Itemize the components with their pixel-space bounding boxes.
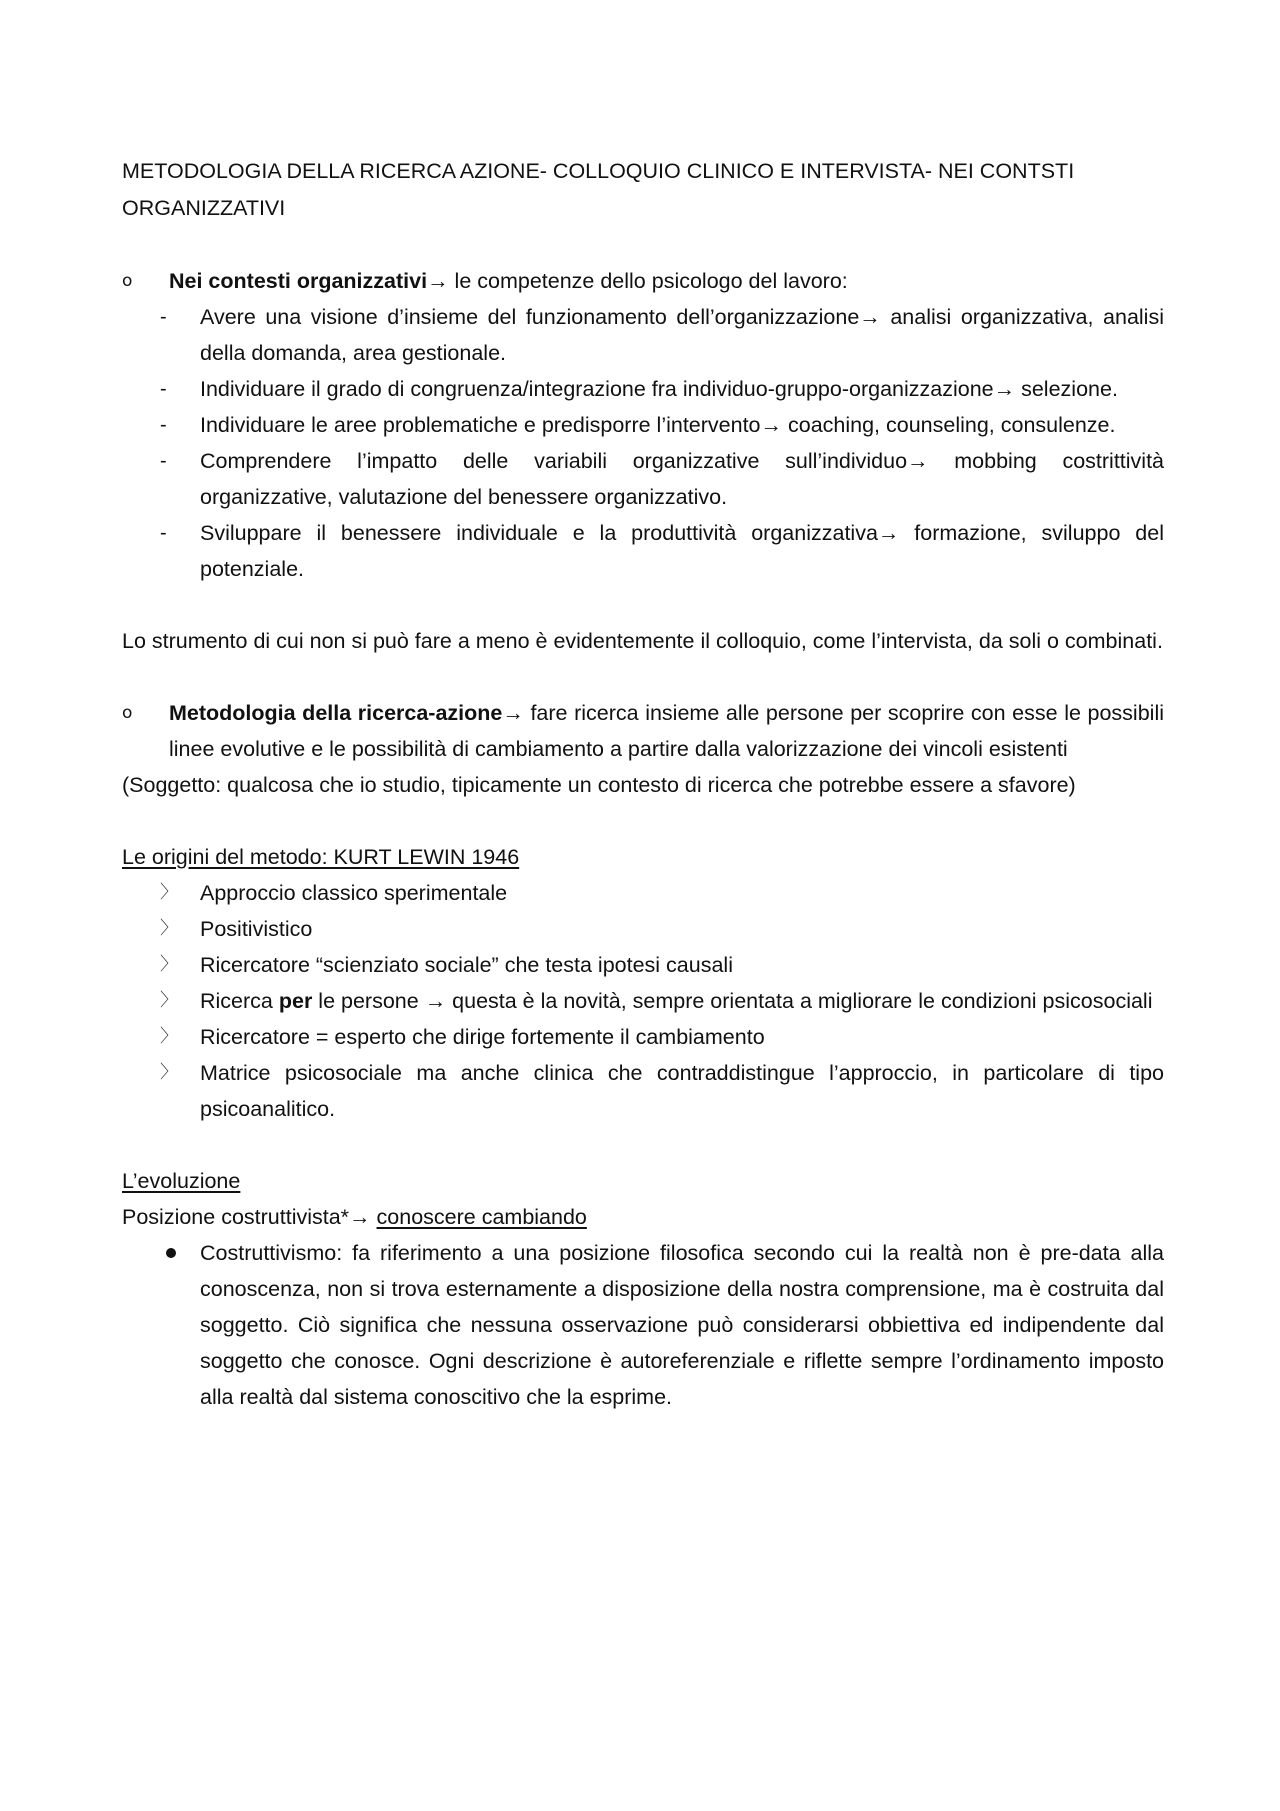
section-text: fare ricerca insieme alle persone per scoprire con esse le possibili linee evolutive e le possibilità di cambiamento a partire dalla valorizzazione dei vincoli esistenti bbox=[169, 701, 1164, 761]
list-item: Costruttivismo: fa riferimento a una posizione filosofica secondo cui la realtà non è pre-data alla conoscenza, non si trova esternamente a disposizione della nostra comprensione, ma è costruita dal soggetto. Ciò significa che nessuna osservazione può considerarsi obbiettiva ed indipendente dal soggetto che conosce. Ogni descrizione è autoreferenziale e riflette sempre l’ordinamento imposto alla realtà dal sistema conoscitivo che la esprime. bbox=[122, 1235, 1164, 1415]
arrow-icon: → bbox=[877, 521, 900, 545]
chevron-right-icon: 〉 bbox=[160, 882, 178, 903]
dash-bullet-icon: - bbox=[160, 306, 167, 328]
evolution-heading: L’evoluzione bbox=[122, 1169, 241, 1193]
list-item: 〉 Ricerca per le persone → questa è la novità, sempre orientata a migliorare le condizioni psicosociali bbox=[122, 983, 1164, 1019]
list-item: - Comprendere l’impatto delle variabili organizzative sull’individuo→ mobbing costrittività organizzative, valutazione del benessere organizzativo. bbox=[122, 443, 1164, 515]
arrow-icon: → bbox=[760, 413, 783, 437]
dash-bullet-icon: - bbox=[160, 450, 167, 472]
chevron-right-icon: 〉 bbox=[160, 1062, 178, 1083]
chevron-right-icon: 〉 bbox=[160, 918, 178, 939]
arrow-icon: → bbox=[424, 989, 447, 1013]
list-item: 〉 Ricercatore = esperto che dirige fortemente il cambiamento bbox=[122, 1019, 1164, 1055]
list-item: 〉 Positivistico bbox=[122, 911, 1164, 947]
origins-list bbox=[122, 875, 1164, 1127]
list-item: 〉 Approccio classico sperimentale bbox=[122, 875, 1164, 911]
list-item: 〉 Matrice psicosociale ma anche clinica che contraddistingue l’approccio, in particolare di tipo psicoanalitico. bbox=[122, 1055, 1164, 1127]
list-item: - Individuare le aree problematiche e predisporre l’intervento→ coaching, counseling, consulenze. bbox=[122, 407, 1164, 443]
document-body bbox=[122, 153, 1164, 1415]
section-heading: Metodologia della ricerca-azione bbox=[169, 701, 503, 725]
list-item: - Avere una visione d’insieme del funzionamento dell’organizzazione→ analisi organizzativa, analisi della domanda, area gestionale. bbox=[122, 299, 1164, 371]
arrow-icon: → bbox=[993, 377, 1016, 401]
competences-list bbox=[122, 299, 1164, 587]
list-item: - Sviluppare il benessere individuale e la produttività organizzativa→ formazione, sviluppo del potenziale. bbox=[122, 515, 1164, 587]
section-organizational-contexts bbox=[122, 263, 1164, 299]
arrow-icon: → bbox=[427, 269, 449, 293]
chevron-right-icon: 〉 bbox=[160, 1026, 178, 1047]
circle-bullet-icon: o bbox=[122, 271, 133, 291]
paragraph-instrument: Lo strumento di cui non si può fare a meno è evidentemente il colloquio, come l’intervista, da soli o combinati. bbox=[122, 629, 1163, 653]
constructivism-list bbox=[122, 1235, 1164, 1415]
arrow-icon: → bbox=[859, 305, 881, 329]
bullet-dot-icon bbox=[166, 1248, 176, 1258]
arrow-icon: → bbox=[349, 1205, 371, 1229]
chevron-right-icon: 〉 bbox=[160, 990, 178, 1011]
constructivist-link: conoscere cambiando bbox=[376, 1205, 587, 1229]
arrow-icon: → bbox=[907, 449, 929, 473]
circle-bullet-icon: o bbox=[122, 703, 133, 723]
dash-bullet-icon: - bbox=[160, 414, 167, 436]
list-item: - Individuare il grado di congruenza/integrazione fra individuo-gruppo-organizzazione→ selezione. bbox=[122, 371, 1164, 407]
paragraph-subject-note: (Soggetto: qualcosa che io studio, tipicamente un contesto di ricerca che potrebbe essere a sfavore) bbox=[122, 773, 1076, 797]
list-item: 〉 Ricercatore “scienziato sociale” che testa ipotesi causali bbox=[122, 947, 1164, 983]
arrow-icon: → bbox=[502, 701, 524, 725]
origins-heading: Le origini del metodo: KURT LEWIN 1946 bbox=[122, 845, 520, 869]
section-intro: le competenze dello psicologo del lavoro: bbox=[448, 269, 848, 293]
document-title: METODOLOGIA DELLA RICERCA AZIONE- COLLOQUIO CLINICO E INTERVISTA- NEI CONTSTI ORGANIZZATIVI bbox=[122, 159, 1075, 220]
dash-bullet-icon: - bbox=[160, 378, 167, 400]
dash-bullet-icon: - bbox=[160, 522, 167, 544]
section-heading: Nei contesti organizzativi bbox=[169, 269, 428, 293]
section-action-research bbox=[122, 695, 1164, 767]
constructivist-position: Posizione costruttivista*→ conoscere cambiando bbox=[122, 1205, 587, 1229]
chevron-right-icon: 〉 bbox=[160, 954, 178, 975]
